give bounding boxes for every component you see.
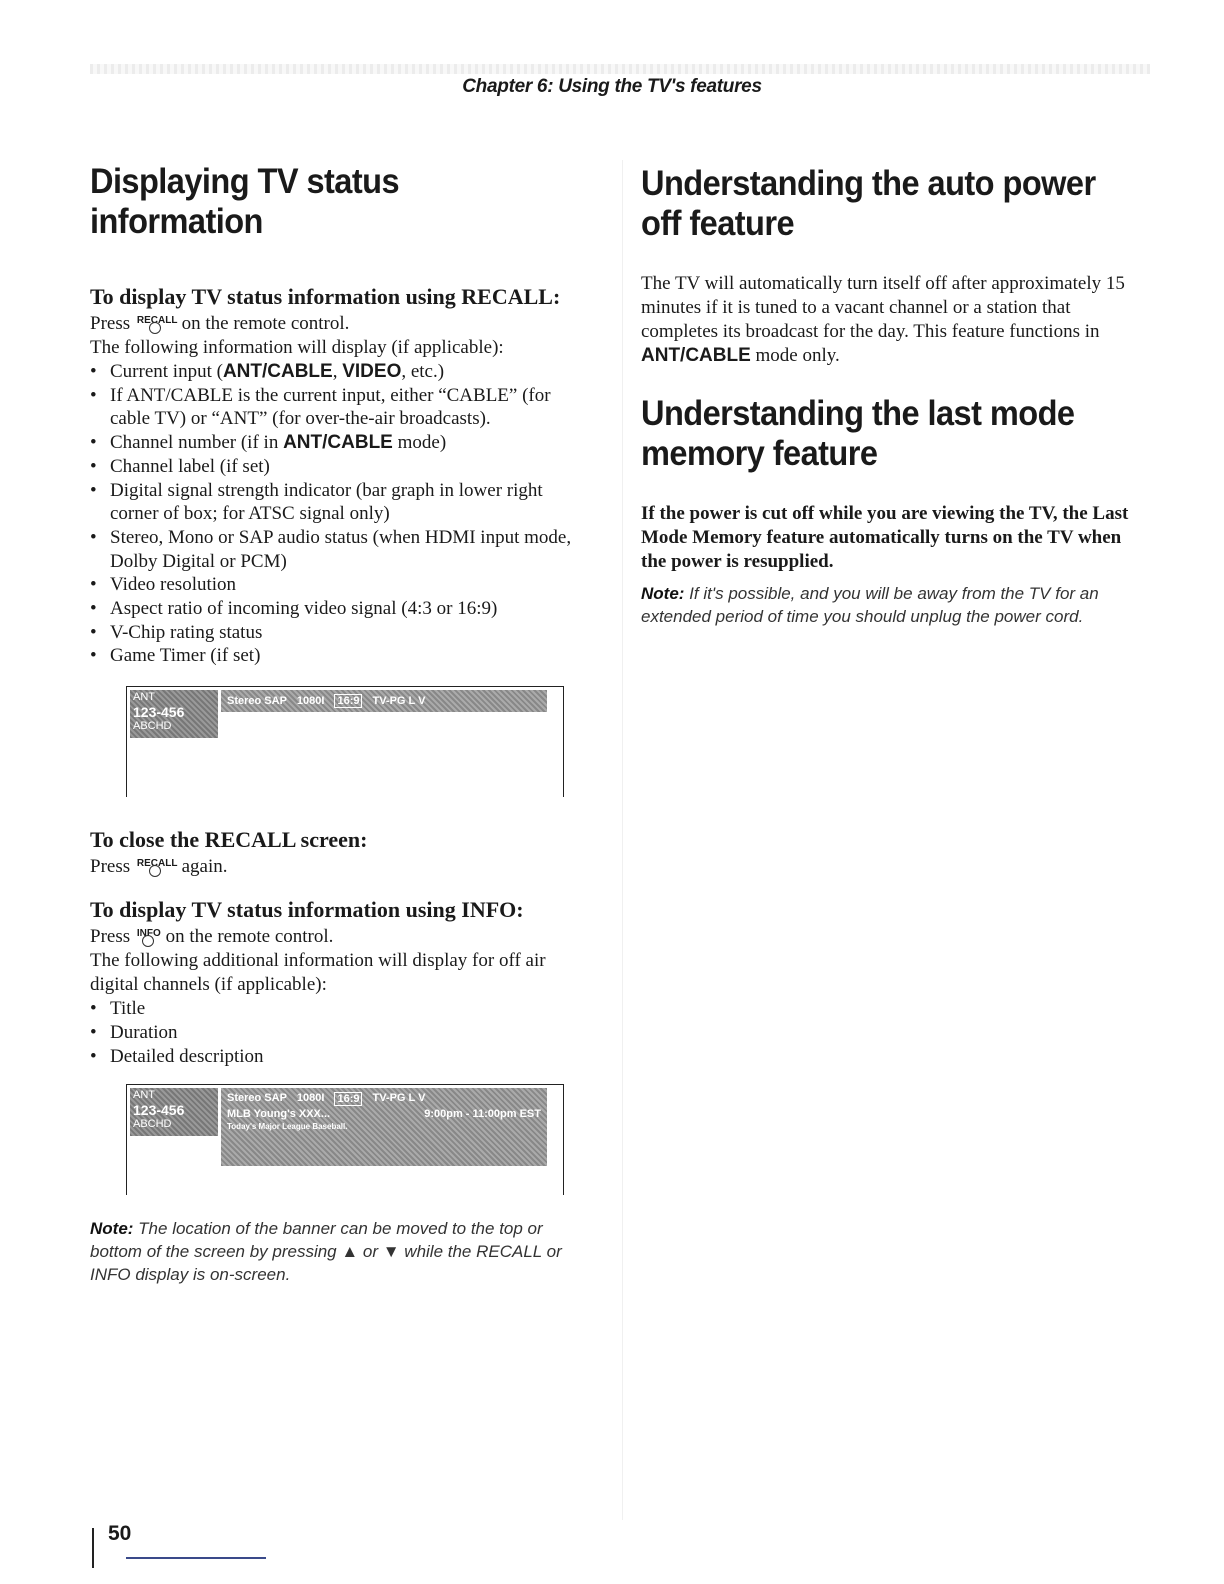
- list-item: • Channel label (if set): [90, 455, 595, 479]
- list-item: • Current input (ANT/CABLE, VIDEO, etc.): [90, 360, 595, 384]
- section-title-last-mode: Understanding the last mode memory feature: [641, 394, 1075, 473]
- resolution: 1080I: [296, 695, 325, 708]
- header-rule: [90, 64, 1150, 74]
- channel-number: 123-456: [133, 1102, 185, 1119]
- program-description: Today's Major League Baseball.: [227, 1122, 348, 1132]
- page-number: 50: [108, 1522, 132, 1545]
- input-label: ANT: [133, 691, 155, 704]
- list-item: • Digital signal strength indicator (bar graph in lower right corner of box; for ATSC signal only): [90, 479, 595, 526]
- audio-status: Stereo SAP: [227, 695, 287, 708]
- list-item: • If ANT/CABLE is the current input, either “CABLE” (for cable TV) or “ANT” (for over-the-air broadcasts).: [90, 384, 595, 431]
- recall-key-icon: RECALL: [135, 859, 177, 877]
- recall-info-list: [90, 360, 595, 668]
- recall-key-icon: RECALL: [135, 316, 177, 334]
- audio-status: Stereo SAP: [227, 1092, 287, 1105]
- chapter-header: Chapter 6: Using the TV's features: [462, 76, 762, 97]
- info-key-icon: INFO: [135, 929, 161, 947]
- list-item: • Stereo, Mono or SAP audio status (when HDMI input mode, Dolby Digital or PCM): [90, 526, 595, 573]
- list-item: • Detailed description: [90, 1045, 595, 1069]
- status-row: [227, 1092, 541, 1106]
- power-note: Note: If it's possible, and you will be away from the TV for an extended period of time you should unplug the power cord.: [641, 584, 1099, 626]
- rating: TV-PG L V: [372, 695, 426, 708]
- input-label: ANT: [133, 1089, 155, 1102]
- recall-heading: To display TV status information using RECALL:: [90, 284, 561, 309]
- page-number-bar: [92, 1528, 94, 1568]
- list-item: • V-Chip rating status: [90, 621, 595, 645]
- program-row: [227, 1108, 541, 1120]
- info-following-text: The following additional information will display for off air digital channels (if applicable):: [90, 950, 546, 996]
- program-time: 9:00pm - 11:00pm EST: [424, 1108, 541, 1121]
- info-instruction: Press INFO on the remote control.: [90, 926, 334, 948]
- program-title: MLB Young's XXX...: [227, 1108, 331, 1121]
- recall-screen-illustration: [126, 686, 564, 797]
- right-column: [641, 158, 1146, 628]
- auto-power-off-text: The TV will automatically turn itself off after approximately 15 minutes if it is tuned to a vacant channel or a station that completes its broadcast for the day. This feature functions in ANT/CABLE mode only.: [641, 273, 1125, 366]
- channel-label: ABCHD: [133, 720, 172, 733]
- banner-note: Note: The location of the banner can be moved to the top or bottom of the screen by pressing ▲ or ▼ while the RECALL or INFO display is on-screen.: [90, 1219, 562, 1285]
- info-heading: To display TV status information using INFO:: [90, 897, 524, 923]
- column-divider: [622, 160, 623, 1520]
- list-item: • Title: [90, 997, 595, 1021]
- channel-banner: [130, 690, 218, 738]
- aspect-ratio: 16:9: [334, 694, 362, 708]
- list-item: • Channel number (if in ANT/CABLE mode): [90, 431, 595, 455]
- list-item: • Game Timer (if set): [90, 644, 595, 668]
- last-mode-text: If the power is cut off while you are viewing the TV, the Last Mode Memory feature automatically turns on the TV when the power is resupplied.: [641, 503, 1129, 572]
- list-item: • Aspect ratio of incoming video signal (4:3 or 16:9): [90, 597, 595, 621]
- info-bar: [221, 1088, 547, 1166]
- recall-instruction: Press RECALL on the remote control.: [90, 313, 350, 334]
- footer-rule: [126, 1557, 266, 1559]
- channel-label: ABCHD: [133, 1118, 172, 1131]
- channel-banner: [130, 1088, 218, 1136]
- info-list: [90, 997, 595, 1068]
- rating: TV-PG L V: [372, 1092, 426, 1105]
- left-column: [90, 158, 595, 1286]
- close-instruction: Press RECALL again.: [90, 856, 228, 878]
- list-item: • Video resolution: [90, 573, 595, 597]
- close-heading: To close the RECALL screen:: [90, 827, 368, 853]
- section-title-status: Displaying TV status information: [90, 162, 399, 241]
- list-item: • Duration: [90, 1021, 595, 1045]
- section-title-auto-power-off: Understanding the auto power off feature: [641, 164, 1096, 243]
- resolution: 1080I: [296, 1092, 325, 1105]
- info-screen-illustration: [126, 1084, 564, 1195]
- following-text: The following information will display (if applicable):: [90, 337, 504, 358]
- channel-number: 123-456: [133, 704, 185, 721]
- aspect-ratio: 16:9: [334, 1092, 362, 1106]
- status-bar: [221, 690, 547, 712]
